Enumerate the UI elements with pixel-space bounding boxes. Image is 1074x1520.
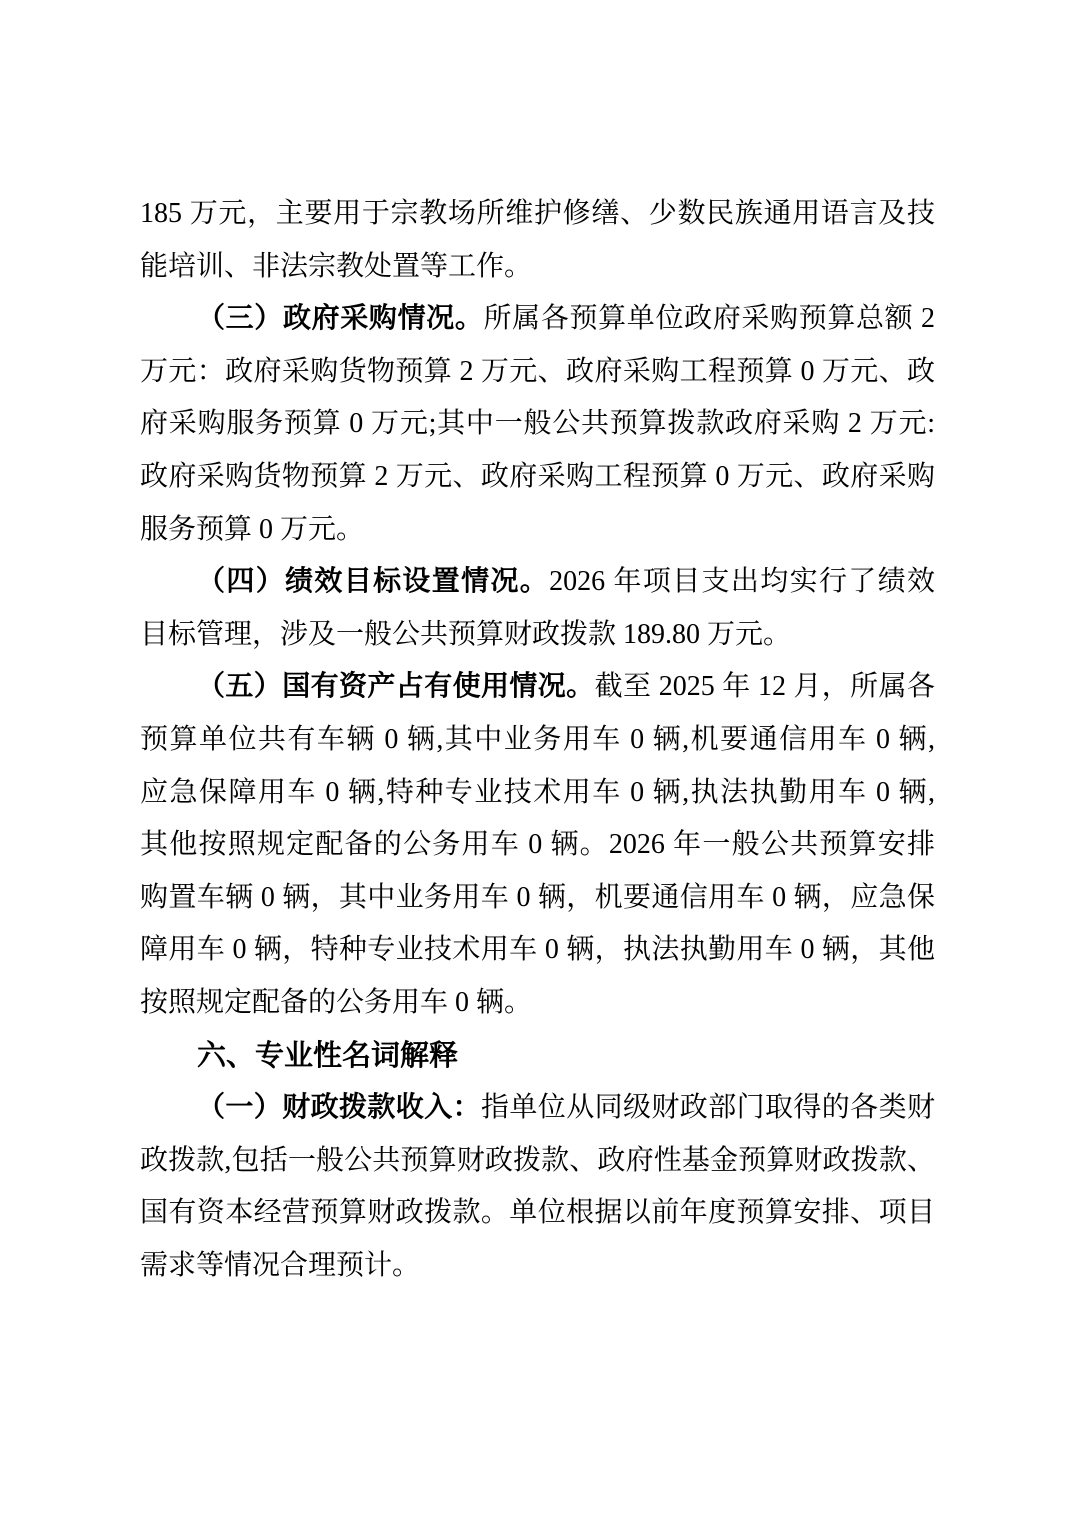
text-line — [140, 872, 935, 925]
text-line — [140, 398, 935, 451]
text-line — [140, 504, 935, 557]
text-line — [140, 556, 935, 609]
bold-text-run: （一）财政拨款收入： — [197, 1092, 481, 1124]
text-run: 万元：政府采购货物预算 2 万元、政府采购工程预算 0 万元、政 — [140, 355, 935, 387]
text-run: 购置车辆 0 辆，其中业务用车 0 辆，机要通信用车 0 辆，应急保 — [140, 881, 935, 913]
text-line — [140, 661, 935, 714]
text-run: 其他按照规定配备的公务用车 0 辆。2026 年一般公共预算安排 — [140, 829, 935, 861]
text-line — [140, 1187, 935, 1240]
text-line — [140, 1240, 935, 1293]
text-line — [140, 1082, 935, 1135]
text-run: 按照规定配备的公务用车 0 辆。 — [140, 986, 533, 1018]
text-run: 需求等情况合理预计。 — [140, 1249, 421, 1281]
text-run: 服务预算 0 万元。 — [140, 513, 365, 545]
text-line — [140, 1135, 935, 1188]
text-line — [140, 977, 935, 1030]
text-line — [140, 714, 935, 767]
text-line — [140, 241, 935, 294]
text-line — [140, 609, 935, 662]
text-run: 185 万元，主要用于宗教场所维护修缮、少数民族通用语言及技 — [140, 198, 935, 229]
document-content — [140, 188, 935, 1292]
text-line — [140, 924, 935, 977]
bold-text-run: （三）政府采购情况。 — [197, 303, 484, 335]
text-run: 能培训、非法宗教处置等工作。 — [140, 250, 533, 282]
text-run: 政府采购货物预算 2 万元、政府采购工程预算 0 万元、政府采购 — [140, 460, 935, 492]
bold-text-run: （五）国有资产占有使用情况。 — [197, 671, 595, 703]
text-line — [140, 819, 935, 872]
text-run: 2026 年项目支出均实行了绩效 — [549, 566, 935, 598]
section-heading — [140, 1030, 935, 1083]
text-run: 国有资本经营预算财政拨款。单位根据以前年度预算安排、项目 — [140, 1197, 935, 1229]
text-line — [140, 451, 935, 504]
text-run: 截至 2025 年 12 月，所属各 — [594, 671, 935, 703]
text-run: 指单位从同级财政部门取得的各类财 — [481, 1092, 935, 1124]
bold-text-run: 六、专业性名词解释 — [197, 1039, 459, 1072]
text-line — [140, 767, 935, 820]
text-line — [140, 188, 935, 241]
bold-text-run: （四）绩效目标设置情况。 — [197, 566, 550, 598]
text-run: 障用车 0 辆，特种专业技术用车 0 辆，执法执勤用车 0 辆，其他 — [140, 934, 935, 966]
text-run: 预算单位共有车辆 0 辆,其中业务用车 0 辆,机要通信用车 0 辆, — [140, 723, 935, 755]
text-run: 政拨款,包括一般公共预算财政拨款、政府性基金预算财政拨款、 — [140, 1144, 935, 1176]
text-line — [140, 293, 935, 346]
text-run: 所属各预算单位政府采购预算总额 2 — [483, 303, 935, 335]
text-run: 应急保障用车 0 辆,特种专业技术用车 0 辆,执法执勤用车 0 辆, — [140, 776, 935, 808]
text-run: 府采购服务预算 0 万元;其中一般公共预算拨款政府采购 2 万元: — [140, 408, 935, 440]
text-run: 目标管理，涉及一般公共预算财政拨款 189.80 万元。 — [140, 618, 792, 650]
text-line — [140, 346, 935, 399]
